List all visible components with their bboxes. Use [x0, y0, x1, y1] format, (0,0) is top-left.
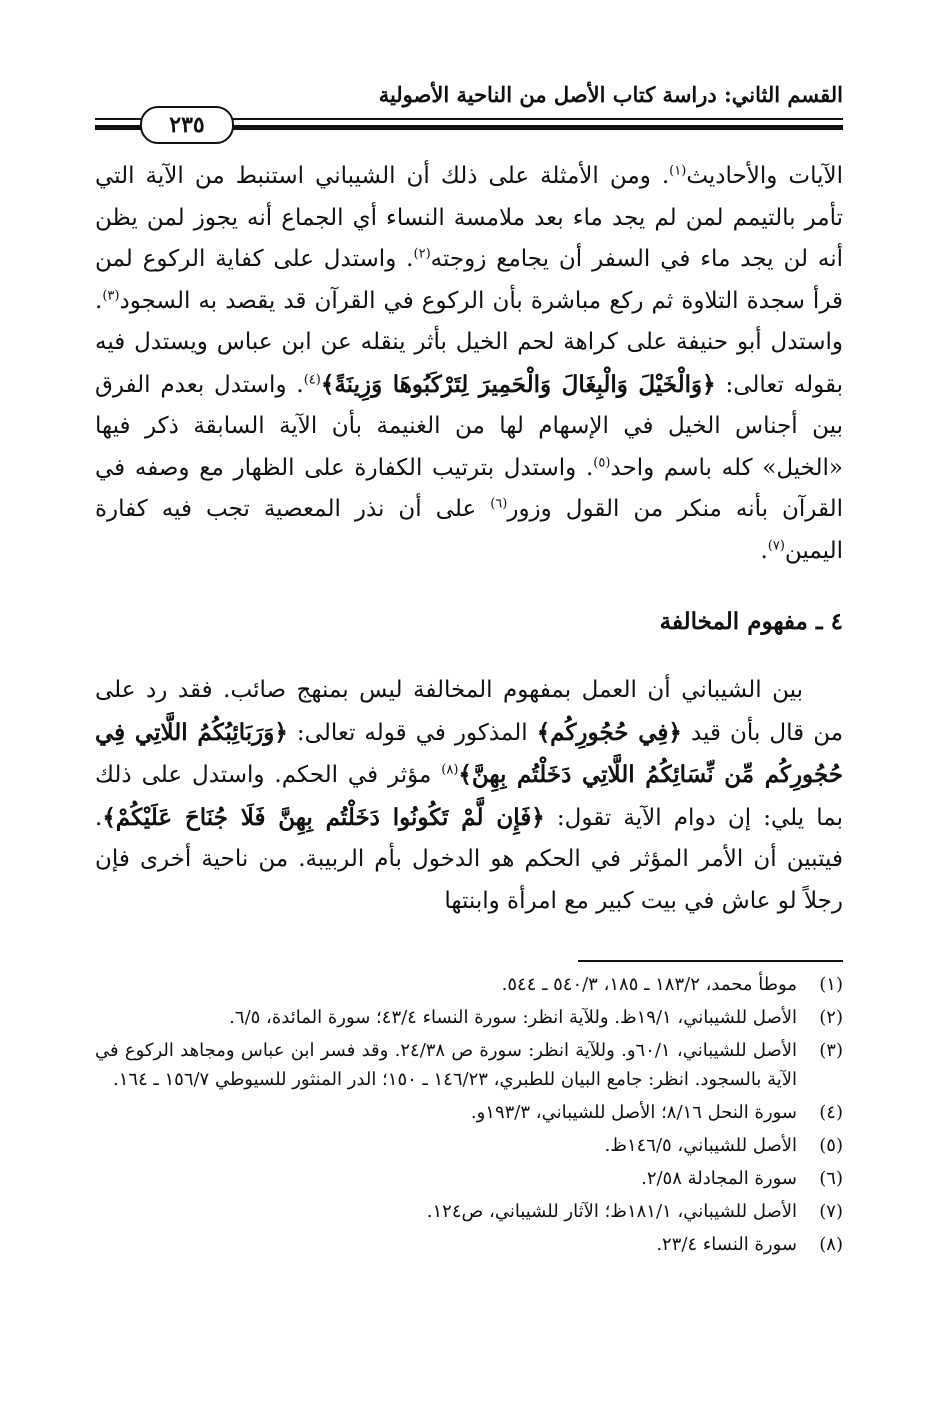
- text-run: . ومن الأمثلة على ذلك أن الشيباني استنبط من الآية التي تأمر بالتيمم لمن لم يجد ماء بعد ملامسة النساء أي الجماع أنه يجوز لمن يظن أنه لن يجد ماء في السفر أن يجامع زوجته: [95, 163, 843, 272]
- text-run: . فيتبين أن الأمر المؤثر في الحكم هو الدخول بأم الربيبة. من ناحية أخرى فإن رجلاً لو عاش في بيت كبير مع امرأة وابنتها: [95, 804, 843, 914]
- footnote-text: موطأ محمد، ١٨٣/٢ ـ ١٨٥، ٥٤٠/٣ ـ ٥٤٤.: [501, 974, 797, 995]
- text-run: مؤثر في الحكم. واستدل على ذلك بما يلي: إن دوام الآية تقول:: [95, 762, 843, 831]
- footnote-ref-1[interactable]: (١): [669, 163, 687, 179]
- text-run: . واستدل بترتيب الكفارة على الظهار مع وصفه في القرآن بأنه منكر من القول وزور: [95, 454, 844, 522]
- footnotes-list: [95, 970, 843, 1259]
- footnote-number: (٢): [819, 1007, 843, 1028]
- footnote-number: (٨): [819, 1234, 843, 1255]
- footnote-item: [95, 1197, 843, 1226]
- footnote-ref-4[interactable]: (٤): [303, 371, 321, 387]
- body-paragraph-2: [95, 670, 843, 922]
- body-paragraph-1: [95, 156, 843, 572]
- footnote-item: [95, 1230, 843, 1259]
- text-run: المذكور في قوله تعالى:: [287, 719, 537, 746]
- footnote-item: [95, 1036, 843, 1094]
- page-number: ٢٣٥: [140, 106, 234, 144]
- footnote-ref-6[interactable]: (٦): [490, 496, 508, 512]
- footnote-number: (٧): [819, 1201, 843, 1222]
- footnote-text: الأصل للشيباني، ١٩/١ظ. وللآية انظر: سورة النساء ٤٣/٤؛ سورة المائدة، ٦/٥.: [229, 1007, 797, 1028]
- footnote-number: (١): [819, 974, 843, 995]
- quran-verse: ﴿فِي حُجُورِكُم﴾: [536, 718, 682, 746]
- footnote-ref-3[interactable]: (٣): [102, 287, 120, 303]
- footnote-item: [95, 970, 843, 999]
- book-page: [95, 70, 843, 1263]
- running-header-title: القسم الثاني: دراسة كتاب الأصل من الناحية الأصولية: [378, 82, 843, 107]
- footnote-item: [95, 1131, 843, 1160]
- footnote-number: (٥): [819, 1135, 843, 1156]
- text-run: . واستدل على كفاية الركوع لمن قرأ سجدة التلاوة ثم ركع مباشرة بأن الركوع في القرآن قد يقصد به السجود: [95, 246, 843, 314]
- footnote-text: الأصل للشيباني، ٦٠/١و. وللآية انظر: سورة ص ٢٤/٣٨. وقد فسر ابن عباس ومجاهد الركوع في الآية بالسجود. انظر: جامع البيان للطبري، ١٤٦/٢٣ ـ ١٥٠؛ الدر المنثور للسيوطي ١٥٦/٧ ـ ١٦٤.: [95, 1040, 798, 1090]
- footnote-ref-2[interactable]: (٢): [413, 246, 431, 262]
- footnote-number: (٤): [819, 1102, 843, 1123]
- text-run: الآيات والأحاديث: [686, 163, 844, 189]
- footnote-ref-7[interactable]: (٧): [767, 537, 785, 553]
- footnote-text: سورة المجادلة ٢/٥٨.: [641, 1168, 797, 1189]
- footnote-ref-5[interactable]: (٥): [593, 454, 611, 470]
- quran-verse: ﴿وَالْخَيْلَ وَالْبِغَالَ وَالْحَمِيرَ لِتَرْكَبُوهَا وَزِينَةً﴾: [320, 370, 716, 398]
- section-heading: ٤ ـ مفهوم المخالفة: [659, 608, 843, 635]
- text-run: .: [760, 537, 768, 564]
- footnote-text: الأصل للشيباني، ١٨١/١ظ؛ الآثار للشيباني، ص١٢٤.: [426, 1201, 797, 1222]
- text-run: بين الشيباني أن العمل بمفهوم المخالفة ليس بمنهج صائب. فقد رد على من قال بأن قيد: [95, 677, 844, 746]
- quran-verse: ﴿وَرَبَائِبُكُمُ اللَّاتِي فِي حُجُورِكُم مِّن نِّسَائِكُمُ اللَّاتِي دَخَلْتُم بِهِنَّ﴾: [95, 718, 844, 788]
- text-run: . واستدل بعدم الفرق بين أجناس الخيل في الإسهام لها من الغنيمة بأن الآية السابقة ذكر فيها «الخيل» كله باسم واحد: [95, 371, 843, 481]
- footnote-item: [95, 1164, 843, 1193]
- text-run: . واستدل أبو حنيفة على كراهة لحم الخيل بأثر ينقله عن ابن عباس ويستدل فيه بقوله تعالى:: [95, 287, 843, 398]
- footnote-text: الأصل للشيباني، ١٤٦/٥ظ.: [604, 1135, 797, 1156]
- footnote-separator: [578, 960, 843, 962]
- footnote-number: (٦): [819, 1168, 843, 1189]
- page-header: [95, 70, 843, 142]
- footnote-text: سورة النساء ٢٣/٤.: [656, 1234, 797, 1255]
- footnote-ref-8[interactable]: (٨): [441, 762, 459, 778]
- footnote-text: سورة النحل ٨/١٦؛ الأصل للشيباني، ١٩٣/٣و.: [470, 1102, 797, 1123]
- text-run: على أن نذر المعصية تجب فيه كفارة اليمين: [95, 496, 843, 564]
- footnote-item: [95, 1098, 843, 1127]
- quran-verse: ﴿فَإِن لَّمْ تَكُونُوا دَخَلْتُم بِهِنَّ فَلَا جُنَاحَ عَلَيْكُمْ﴾: [102, 803, 545, 831]
- footnote-number: (٣): [819, 1040, 843, 1061]
- footnote-item: [95, 1003, 843, 1032]
